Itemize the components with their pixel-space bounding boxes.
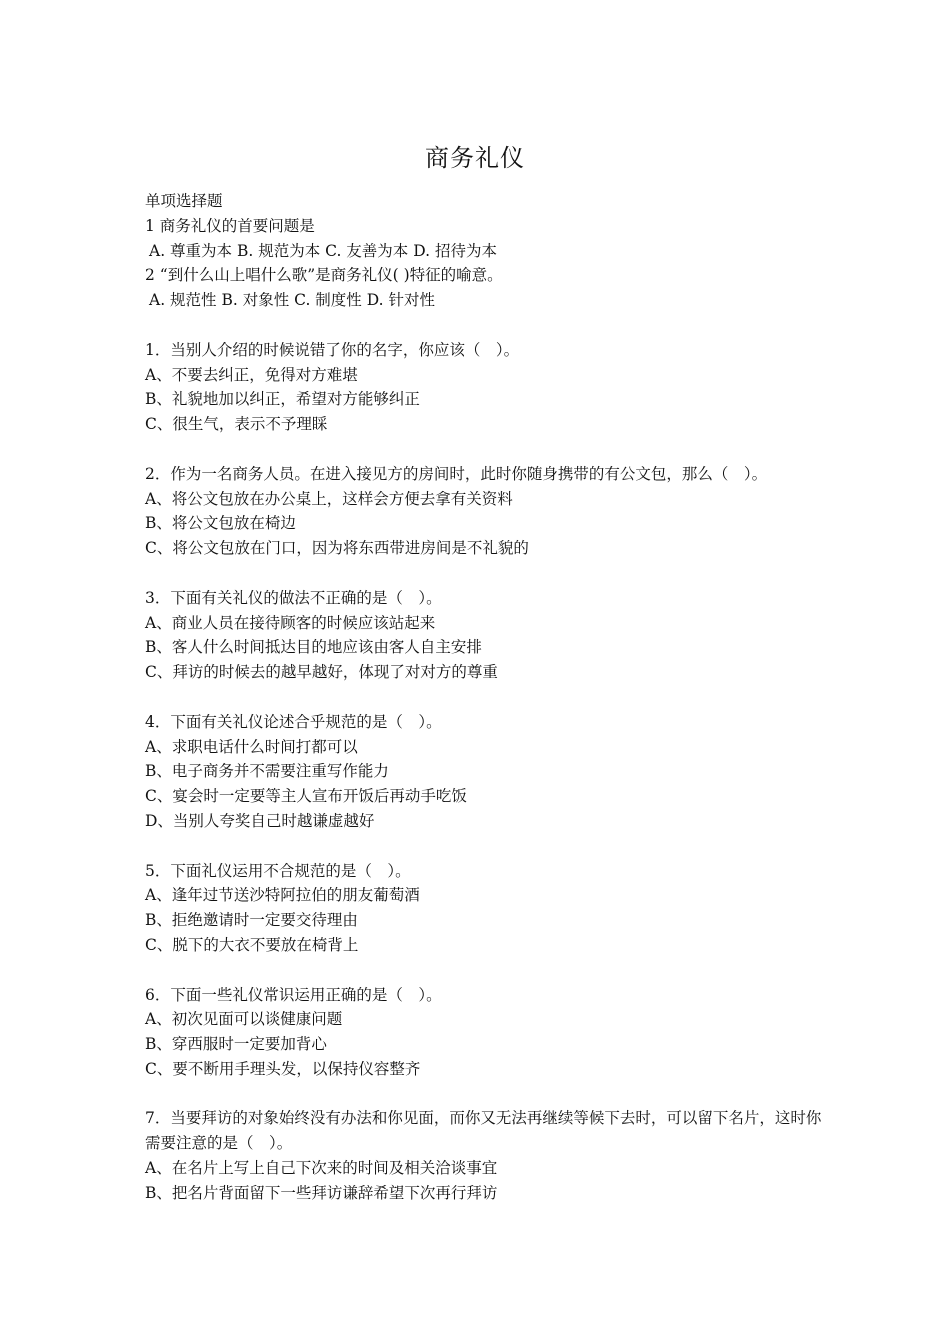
spacer (145, 958, 825, 983)
question-stem: 5．下面礼仪运用不合规范的是（ ）。 (145, 861, 411, 880)
question-option: B、拒绝邀请时一定要交待理由 (145, 911, 358, 930)
question-block-5 (145, 859, 825, 958)
question-option: B、把名片背面留下一些拜访谦辞希望下次再行拜访 (145, 1183, 498, 1202)
question-block-4 (145, 710, 825, 834)
question-block-3 (145, 586, 825, 685)
question-option: B、穿西服时一定要加背心 (145, 1035, 327, 1054)
intro-question-1-options: A. 尊重为本 B. 规范为本 C. 友善为本 D. 招待为本 (149, 241, 497, 260)
intro-question-2-options: A. 规范性 B. 对象性 C. 制度性 D. 针对性 (149, 291, 435, 310)
section-heading: 单项选择题 (145, 192, 223, 210)
question-stem: 1．当别人介绍的时候说错了你的名字，你应该（ ）。 (145, 340, 520, 359)
question-option: B、将公文包放在椅边 (145, 514, 296, 533)
question-option: C、将公文包放在门口，因为将东西带进房间是不礼貌的 (145, 539, 529, 558)
question-option: B、电子商务并不需要注重写作能力 (145, 762, 389, 781)
question-option: A、在名片上写上自己下次来的时间及相关洽谈事宜 (145, 1159, 498, 1178)
question-option: A、初次见面可以谈健康问题 (145, 1010, 343, 1029)
question-block-6 (145, 983, 825, 1082)
question-option: A、不要去纠正，免得对方难堪 (145, 365, 358, 384)
intro-question-1: 1 商务礼仪的首要问题是 (145, 216, 315, 235)
document-title: 商务礼仪 (425, 144, 525, 172)
question-option: C、要不断用手理头发，以保持仪容整齐 (145, 1059, 421, 1078)
spacer (145, 313, 825, 338)
spacer (145, 561, 825, 586)
question-option: C、脱下的大衣不要放在椅背上 (145, 935, 359, 954)
question-option: C、拜访的时候去的越早越好，体现了对对方的尊重 (145, 663, 498, 682)
question-option: C、宴会时一定要等主人宣布开饭后再动手吃饭 (145, 787, 467, 806)
question-option: A、逢年过节送沙特阿拉伯的朋友葡萄酒 (145, 886, 420, 905)
spacer (145, 834, 825, 859)
question-stem: 6．下面一些礼仪常识运用正确的是（ ）。 (145, 985, 442, 1004)
question-option: A、将公文包放在办公桌上，这样会方便去拿有关资料 (145, 489, 513, 508)
question-option: D、当别人夸奖自己时越谦虚越好 (145, 811, 375, 830)
question-block-1 (145, 338, 825, 437)
question-block-2 (145, 462, 825, 561)
question-stem: 7．当要拜访的对象始终没有办法和你见面，而你又无法再继续等候下去时，可以留下名片，这时你需要注意的是（ ）。 (145, 1109, 822, 1153)
question-stem: 2．作为一名商务人员。在进入接见方的房间时，此时你随身携带的有公文包，那么（ ）。 (145, 464, 768, 483)
intro-question-2: 2 “到什么山上唱什么歌”是商务礼仪( )特征的喻意。 (145, 266, 503, 285)
question-option: C、很生气，表示不予理睬 (145, 415, 328, 434)
question-stem: 4．下面有关礼仪论述合乎规范的是（ ）。 (145, 712, 442, 731)
question-stem: 3．下面有关礼仪的做法不正确的是（ ）。 (145, 588, 442, 607)
document-body (145, 189, 825, 1206)
question-option: A、商业人员在接待顾客的时候应该站起来 (145, 613, 436, 632)
question-option: B、礼貌地加以纠正，希望对方能够纠正 (145, 390, 420, 409)
question-option: B、客人什么时间抵达目的地应该由客人自主安排 (145, 638, 482, 657)
spacer (145, 1082, 825, 1107)
spacer (145, 685, 825, 710)
question-block-7 (145, 1106, 825, 1205)
spacer (145, 437, 825, 462)
question-option: A、求职电话什么时间打都可以 (145, 737, 358, 756)
